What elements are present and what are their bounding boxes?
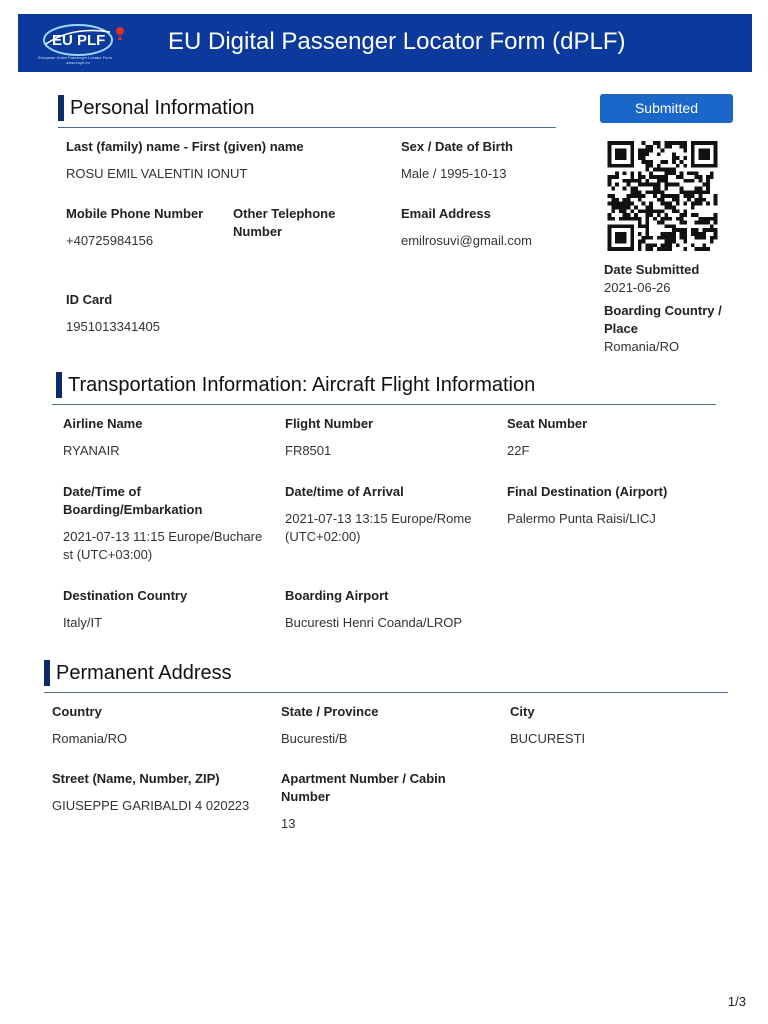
submitted-button[interactable]: Submitted <box>600 94 733 123</box>
field-label: City <box>510 704 535 719</box>
field-label: Apartment Number / Cabin Number <box>281 771 446 804</box>
field-label: Other Telephone Number <box>233 206 336 239</box>
field-flight-number <box>285 415 485 460</box>
field-value: 22F <box>507 443 530 458</box>
section-title: Personal Information <box>70 97 255 119</box>
qr-code-icon <box>604 141 721 251</box>
field-final-destination <box>507 483 717 528</box>
header-bar <box>18 14 752 72</box>
field-label: Destination Country <box>63 588 188 603</box>
svg-text:European Union Passenger Locat: European Union Passenger Locator Form <box>38 55 113 60</box>
field-other-phone <box>233 205 358 241</box>
section-divider <box>58 127 556 128</box>
field-value: BUCURESTI <box>510 731 586 746</box>
section-divider <box>52 404 716 405</box>
field-value: emilrosuvi@gmail.com <box>401 233 532 248</box>
field-address-city <box>510 703 710 748</box>
field-value: GIUSEPPE GARIBALDI 4 020223 <box>52 798 250 813</box>
field-boarding-country <box>604 302 724 356</box>
field-boarding-datetime <box>63 483 268 564</box>
field-boarding-airport <box>285 587 505 632</box>
field-label: Date Submitted <box>604 262 700 277</box>
field-value: Romania/RO <box>52 731 128 746</box>
svg-text:www.euplf.eu: www.euplf.eu <box>66 60 90 65</box>
section-bar <box>56 372 62 398</box>
section-bar <box>44 660 50 686</box>
field-value: 2021-07-13 11:15 Europe/Bucharest (UTC+03:00) <box>63 529 263 562</box>
field-label: Sex / Date of Birth <box>401 139 513 154</box>
page-number: 1/3 <box>727 994 746 1009</box>
field-label: Boarding Airport <box>285 588 389 603</box>
field-label: Mobile Phone Number <box>66 206 204 221</box>
field-value: Bucuresti/B <box>281 731 348 746</box>
field-label: Last (family) name - First (given) name <box>66 139 304 154</box>
field-full-name <box>66 138 386 183</box>
section-bar <box>58 95 64 121</box>
field-sex-dob <box>401 138 591 183</box>
field-id-card <box>66 291 266 336</box>
field-mobile-phone <box>66 205 226 250</box>
field-label: Flight Number <box>285 416 374 431</box>
field-airline-name <box>63 415 263 460</box>
field-address-street <box>52 770 272 815</box>
field-value: Palermo Punta Raisi/LICJ <box>507 511 656 526</box>
eu-plf-logo-icon <box>32 20 136 66</box>
field-label: ID Card <box>66 292 113 307</box>
field-seat-number <box>507 415 707 460</box>
field-arrival-datetime <box>285 483 485 546</box>
field-label: Date/time of Arrival <box>285 484 404 499</box>
field-value: 1951013341405 <box>66 319 160 334</box>
field-label: Street (Name, Number, ZIP) <box>52 771 220 786</box>
page-title: EU Digital Passenger Locator Form (dPLF) <box>168 28 626 55</box>
field-value: ROSU EMIL VALENTIN IONUT <box>66 166 248 181</box>
section-title: Permanent Address <box>56 662 232 684</box>
field-value: 13 <box>281 816 296 831</box>
field-value: FR8501 <box>285 443 332 458</box>
field-value: +40725984156 <box>66 233 154 248</box>
field-value: Romania/RO <box>604 339 680 354</box>
field-label: State / Province <box>281 704 379 719</box>
field-address-state <box>281 703 481 748</box>
field-value: 2021-07-13 13:15 Europe/Rome (UTC+02:00) <box>285 511 472 544</box>
field-destination-country <box>63 587 263 632</box>
field-label: Email Address <box>401 206 491 221</box>
field-label: Final Destination (Airport) <box>507 484 668 499</box>
section-divider <box>44 692 728 693</box>
field-label: Country <box>52 704 102 719</box>
field-value: Bucuresti Henri Coanda/LROP <box>285 615 463 630</box>
section-title: Transportation Information: Aircraft Flight Information <box>68 374 536 396</box>
field-label: Airline Name <box>63 416 143 431</box>
field-apartment-number <box>281 770 481 833</box>
field-label: Boarding Country / Place <box>604 303 722 336</box>
field-value: Italy/IT <box>63 615 103 630</box>
field-value: 2021-06-26 <box>604 280 671 295</box>
field-email <box>401 205 541 250</box>
field-label: Date/Time of Boarding/Embarkation <box>63 484 203 517</box>
field-label: Seat Number <box>507 416 588 431</box>
svg-text:EU PLF: EU PLF <box>52 32 106 49</box>
field-value: RYANAIR <box>63 443 120 458</box>
field-address-country <box>52 703 252 748</box>
field-date-submitted <box>604 261 734 297</box>
field-value: Male / 1995-10-13 <box>401 166 507 181</box>
